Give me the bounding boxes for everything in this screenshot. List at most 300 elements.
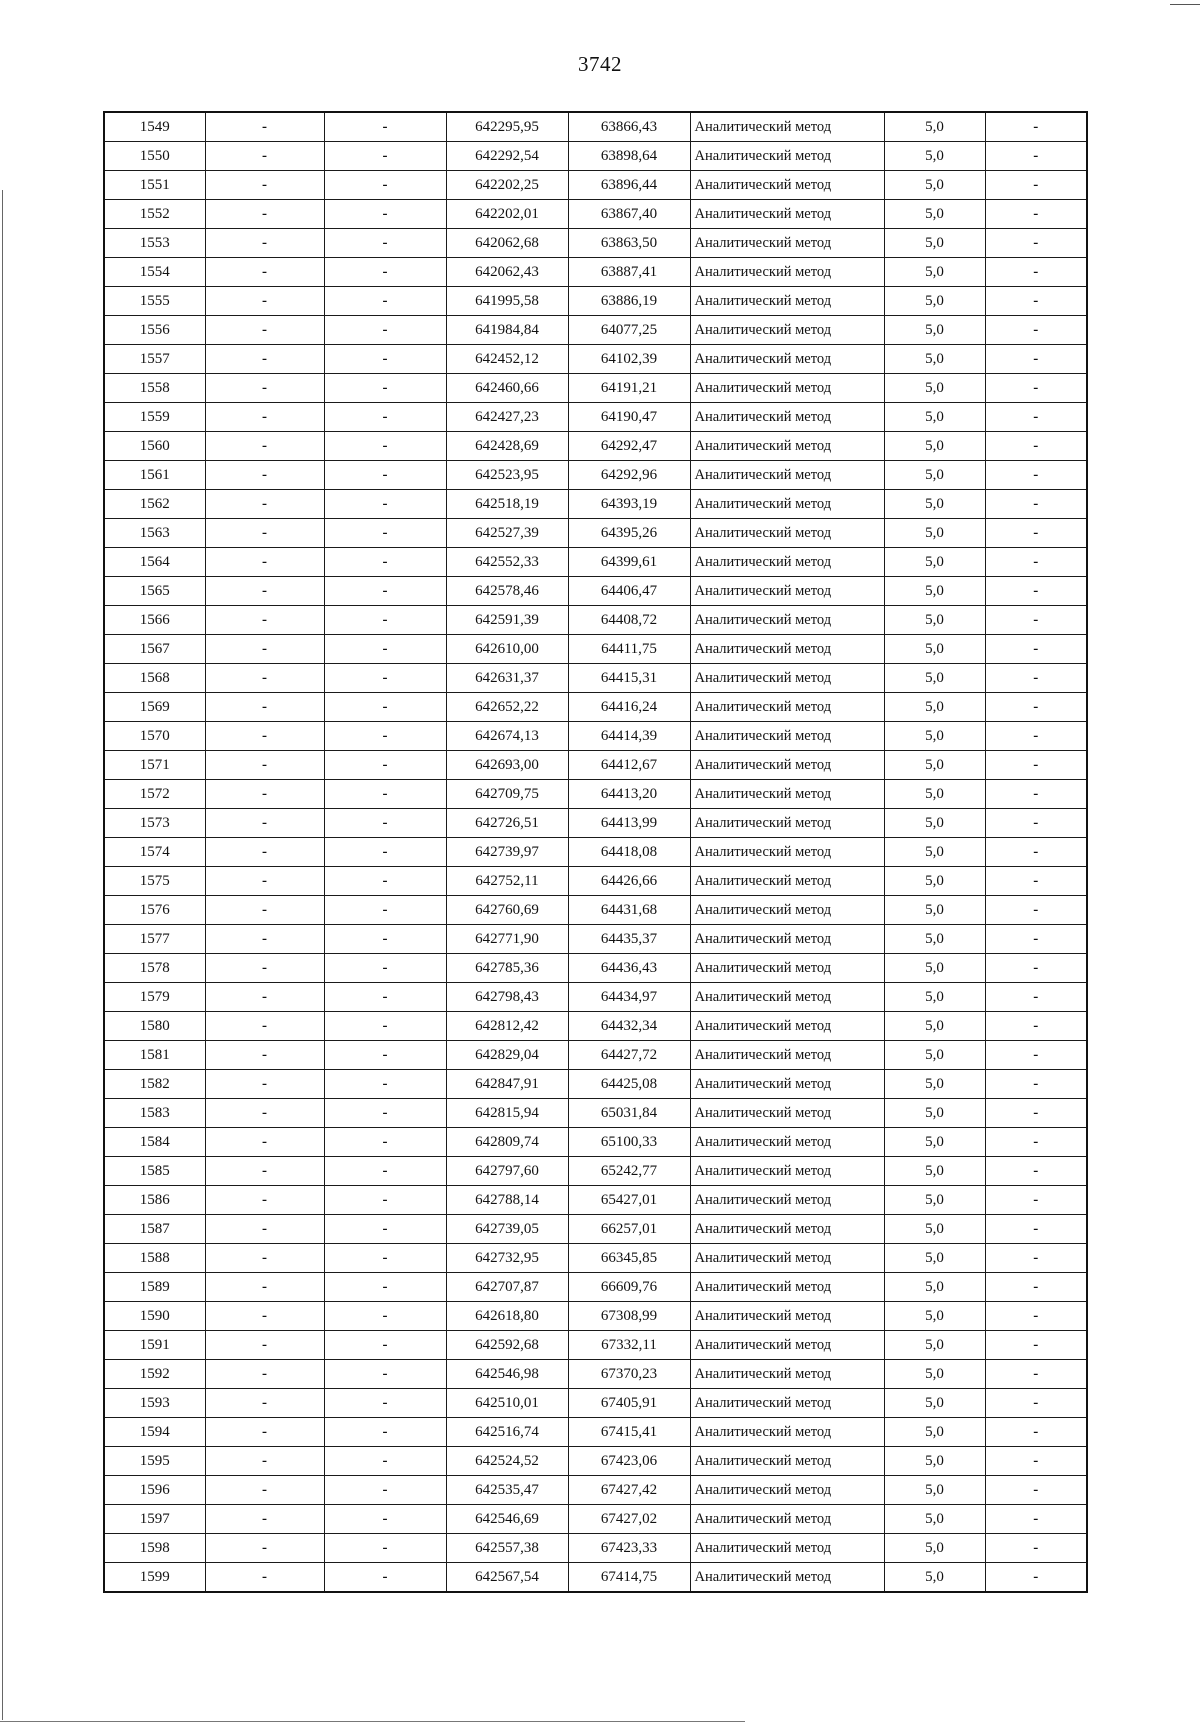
accuracy-cell: 5,0 bbox=[884, 200, 985, 229]
point-number-cell: 1562 bbox=[104, 490, 205, 519]
empty-cell: - bbox=[324, 1302, 446, 1331]
table-row bbox=[104, 1215, 1087, 1244]
x-coordinate-cell: 642809,74 bbox=[446, 1128, 568, 1157]
empty-cell: - bbox=[324, 1128, 446, 1157]
y-coordinate-cell: 67423,06 bbox=[568, 1447, 690, 1476]
empty-cell: - bbox=[205, 809, 324, 838]
x-coordinate-cell: 642202,25 bbox=[446, 171, 568, 200]
method-cell: Аналитический метод bbox=[690, 200, 884, 229]
accuracy-cell: 5,0 bbox=[884, 1505, 985, 1534]
empty-cell: - bbox=[205, 1012, 324, 1041]
table-row bbox=[104, 954, 1087, 983]
point-number-cell: 1589 bbox=[104, 1273, 205, 1302]
x-coordinate-cell: 642292,54 bbox=[446, 142, 568, 171]
y-coordinate-cell: 63898,64 bbox=[568, 142, 690, 171]
point-number-cell: 1586 bbox=[104, 1186, 205, 1215]
empty-cell: - bbox=[324, 519, 446, 548]
empty-cell: - bbox=[205, 635, 324, 664]
y-coordinate-cell: 64077,25 bbox=[568, 316, 690, 345]
method-cell: Аналитический метод bbox=[690, 1360, 884, 1389]
accuracy-cell: 5,0 bbox=[884, 635, 985, 664]
x-coordinate-cell: 642771,90 bbox=[446, 925, 568, 954]
empty-cell: - bbox=[324, 171, 446, 200]
table-row bbox=[104, 1389, 1087, 1418]
empty-cell: - bbox=[324, 345, 446, 374]
empty-cell: - bbox=[324, 1186, 446, 1215]
x-coordinate-cell: 642798,43 bbox=[446, 983, 568, 1012]
table-row bbox=[104, 606, 1087, 635]
empty-cell: - bbox=[205, 142, 324, 171]
point-number-cell: 1559 bbox=[104, 403, 205, 432]
empty-cell: - bbox=[324, 693, 446, 722]
note-cell: - bbox=[985, 1215, 1087, 1244]
scan-edge-line bbox=[2, 190, 3, 1720]
x-coordinate-cell: 642578,46 bbox=[446, 577, 568, 606]
accuracy-cell: 5,0 bbox=[884, 316, 985, 345]
table-row bbox=[104, 809, 1087, 838]
table-row bbox=[104, 780, 1087, 809]
accuracy-cell: 5,0 bbox=[884, 1447, 985, 1476]
accuracy-cell: 5,0 bbox=[884, 693, 985, 722]
table-row bbox=[104, 519, 1087, 548]
note-cell: - bbox=[985, 1447, 1087, 1476]
note-cell: - bbox=[985, 693, 1087, 722]
empty-cell: - bbox=[324, 200, 446, 229]
accuracy-cell: 5,0 bbox=[884, 461, 985, 490]
note-cell: - bbox=[985, 1157, 1087, 1186]
table-row bbox=[104, 751, 1087, 780]
y-coordinate-cell: 64425,08 bbox=[568, 1070, 690, 1099]
empty-cell: - bbox=[205, 954, 324, 983]
note-cell: - bbox=[985, 664, 1087, 693]
empty-cell: - bbox=[205, 1041, 324, 1070]
table-row bbox=[104, 1331, 1087, 1360]
table-row bbox=[104, 1360, 1087, 1389]
method-cell: Аналитический метод bbox=[690, 1186, 884, 1215]
empty-cell: - bbox=[324, 1273, 446, 1302]
point-number-cell: 1554 bbox=[104, 258, 205, 287]
x-coordinate-cell: 642693,00 bbox=[446, 751, 568, 780]
y-coordinate-cell: 63886,19 bbox=[568, 287, 690, 316]
empty-cell: - bbox=[205, 1418, 324, 1447]
point-number-cell: 1583 bbox=[104, 1099, 205, 1128]
x-coordinate-cell: 642709,75 bbox=[446, 780, 568, 809]
method-cell: Аналитический метод bbox=[690, 1273, 884, 1302]
point-number-cell: 1579 bbox=[104, 983, 205, 1012]
empty-cell: - bbox=[205, 432, 324, 461]
method-cell: Аналитический метод bbox=[690, 1476, 884, 1505]
coordinates-table bbox=[103, 111, 1088, 1593]
x-coordinate-cell: 642452,12 bbox=[446, 345, 568, 374]
point-number-cell: 1551 bbox=[104, 171, 205, 200]
empty-cell: - bbox=[324, 1563, 446, 1593]
x-coordinate-cell: 642524,52 bbox=[446, 1447, 568, 1476]
method-cell: Аналитический метод bbox=[690, 1244, 884, 1273]
point-number-cell: 1582 bbox=[104, 1070, 205, 1099]
method-cell: Аналитический метод bbox=[690, 1012, 884, 1041]
method-cell: Аналитический метод bbox=[690, 1331, 884, 1360]
empty-cell: - bbox=[324, 896, 446, 925]
note-cell: - bbox=[985, 635, 1087, 664]
note-cell: - bbox=[985, 1331, 1087, 1360]
y-coordinate-cell: 67415,41 bbox=[568, 1418, 690, 1447]
table-row bbox=[104, 838, 1087, 867]
empty-cell: - bbox=[324, 287, 446, 316]
note-cell: - bbox=[985, 722, 1087, 751]
y-coordinate-cell: 64434,97 bbox=[568, 983, 690, 1012]
accuracy-cell: 5,0 bbox=[884, 1389, 985, 1418]
y-coordinate-cell: 64432,34 bbox=[568, 1012, 690, 1041]
note-cell: - bbox=[985, 316, 1087, 345]
point-number-cell: 1591 bbox=[104, 1331, 205, 1360]
table-row bbox=[104, 1534, 1087, 1563]
y-coordinate-cell: 64411,75 bbox=[568, 635, 690, 664]
y-coordinate-cell: 67427,02 bbox=[568, 1505, 690, 1534]
x-coordinate-cell: 642815,94 bbox=[446, 1099, 568, 1128]
point-number-cell: 1566 bbox=[104, 606, 205, 635]
point-number-cell: 1555 bbox=[104, 287, 205, 316]
empty-cell: - bbox=[205, 606, 324, 635]
y-coordinate-cell: 67423,33 bbox=[568, 1534, 690, 1563]
y-coordinate-cell: 64413,99 bbox=[568, 809, 690, 838]
x-coordinate-cell: 642847,91 bbox=[446, 1070, 568, 1099]
x-coordinate-cell: 642546,69 bbox=[446, 1505, 568, 1534]
table-row bbox=[104, 200, 1087, 229]
empty-cell: - bbox=[205, 1505, 324, 1534]
scan-edge-line bbox=[0, 1721, 745, 1722]
table-row bbox=[104, 1447, 1087, 1476]
x-coordinate-cell: 642567,54 bbox=[446, 1563, 568, 1593]
method-cell: Аналитический метод bbox=[690, 1389, 884, 1418]
point-number-cell: 1556 bbox=[104, 316, 205, 345]
y-coordinate-cell: 64415,31 bbox=[568, 664, 690, 693]
x-coordinate-cell: 642428,69 bbox=[446, 432, 568, 461]
x-coordinate-cell: 642631,37 bbox=[446, 664, 568, 693]
x-coordinate-cell: 642552,33 bbox=[446, 548, 568, 577]
accuracy-cell: 5,0 bbox=[884, 229, 985, 258]
accuracy-cell: 5,0 bbox=[884, 1302, 985, 1331]
method-cell: Аналитический метод bbox=[690, 403, 884, 432]
y-coordinate-cell: 64426,66 bbox=[568, 867, 690, 896]
table-row bbox=[104, 1128, 1087, 1157]
accuracy-cell: 5,0 bbox=[884, 142, 985, 171]
empty-cell: - bbox=[324, 1215, 446, 1244]
table-row bbox=[104, 112, 1087, 142]
accuracy-cell: 5,0 bbox=[884, 432, 985, 461]
accuracy-cell: 5,0 bbox=[884, 1563, 985, 1593]
empty-cell: - bbox=[205, 1360, 324, 1389]
point-number-cell: 1567 bbox=[104, 635, 205, 664]
method-cell: Аналитический метод bbox=[690, 374, 884, 403]
note-cell: - bbox=[985, 112, 1087, 142]
method-cell: Аналитический метод bbox=[690, 1041, 884, 1070]
note-cell: - bbox=[985, 1012, 1087, 1041]
note-cell: - bbox=[985, 983, 1087, 1012]
x-coordinate-cell: 642535,47 bbox=[446, 1476, 568, 1505]
empty-cell: - bbox=[324, 577, 446, 606]
table-row bbox=[104, 345, 1087, 374]
table-row bbox=[104, 664, 1087, 693]
table-row bbox=[104, 1157, 1087, 1186]
x-coordinate-cell: 642707,87 bbox=[446, 1273, 568, 1302]
y-coordinate-cell: 64431,68 bbox=[568, 896, 690, 925]
method-cell: Аналитический метод bbox=[690, 229, 884, 258]
note-cell: - bbox=[985, 1128, 1087, 1157]
note-cell: - bbox=[985, 867, 1087, 896]
note-cell: - bbox=[985, 1418, 1087, 1447]
y-coordinate-cell: 65031,84 bbox=[568, 1099, 690, 1128]
empty-cell: - bbox=[205, 896, 324, 925]
accuracy-cell: 5,0 bbox=[884, 838, 985, 867]
accuracy-cell: 5,0 bbox=[884, 1331, 985, 1360]
x-coordinate-cell: 642546,98 bbox=[446, 1360, 568, 1389]
method-cell: Аналитический метод bbox=[690, 722, 884, 751]
method-cell: Аналитический метод bbox=[690, 490, 884, 519]
empty-cell: - bbox=[205, 1476, 324, 1505]
empty-cell: - bbox=[324, 1534, 446, 1563]
x-coordinate-cell: 642557,38 bbox=[446, 1534, 568, 1563]
point-number-cell: 1578 bbox=[104, 954, 205, 983]
method-cell: Аналитический метод bbox=[690, 1215, 884, 1244]
empty-cell: - bbox=[205, 519, 324, 548]
accuracy-cell: 5,0 bbox=[884, 722, 985, 751]
empty-cell: - bbox=[324, 432, 446, 461]
note-cell: - bbox=[985, 1505, 1087, 1534]
accuracy-cell: 5,0 bbox=[884, 1099, 985, 1128]
method-cell: Аналитический метод bbox=[690, 606, 884, 635]
y-coordinate-cell: 65427,01 bbox=[568, 1186, 690, 1215]
x-coordinate-cell: 641995,58 bbox=[446, 287, 568, 316]
table-row bbox=[104, 925, 1087, 954]
method-cell: Аналитический метод bbox=[690, 925, 884, 954]
empty-cell: - bbox=[324, 229, 446, 258]
method-cell: Аналитический метод bbox=[690, 519, 884, 548]
point-number-cell: 1575 bbox=[104, 867, 205, 896]
empty-cell: - bbox=[324, 780, 446, 809]
note-cell: - bbox=[985, 1244, 1087, 1273]
y-coordinate-cell: 67405,91 bbox=[568, 1389, 690, 1418]
x-coordinate-cell: 642460,66 bbox=[446, 374, 568, 403]
table-row bbox=[104, 722, 1087, 751]
empty-cell: - bbox=[205, 1099, 324, 1128]
empty-cell: - bbox=[205, 548, 324, 577]
table-row bbox=[104, 490, 1087, 519]
table-row bbox=[104, 403, 1087, 432]
note-cell: - bbox=[985, 200, 1087, 229]
accuracy-cell: 5,0 bbox=[884, 548, 985, 577]
empty-cell: - bbox=[324, 461, 446, 490]
accuracy-cell: 5,0 bbox=[884, 403, 985, 432]
point-number-cell: 1565 bbox=[104, 577, 205, 606]
y-coordinate-cell: 64413,20 bbox=[568, 780, 690, 809]
accuracy-cell: 5,0 bbox=[884, 1070, 985, 1099]
method-cell: Аналитический метод bbox=[690, 171, 884, 200]
empty-cell: - bbox=[205, 664, 324, 693]
table-row bbox=[104, 867, 1087, 896]
y-coordinate-cell: 64406,47 bbox=[568, 577, 690, 606]
accuracy-cell: 5,0 bbox=[884, 1157, 985, 1186]
accuracy-cell: 5,0 bbox=[884, 1360, 985, 1389]
method-cell: Аналитический метод bbox=[690, 867, 884, 896]
empty-cell: - bbox=[205, 112, 324, 142]
empty-cell: - bbox=[324, 925, 446, 954]
note-cell: - bbox=[985, 1302, 1087, 1331]
point-number-cell: 1594 bbox=[104, 1418, 205, 1447]
note-cell: - bbox=[985, 258, 1087, 287]
empty-cell: - bbox=[205, 229, 324, 258]
note-cell: - bbox=[985, 809, 1087, 838]
note-cell: - bbox=[985, 1099, 1087, 1128]
x-coordinate-cell: 642760,69 bbox=[446, 896, 568, 925]
note-cell: - bbox=[985, 1070, 1087, 1099]
accuracy-cell: 5,0 bbox=[884, 664, 985, 693]
y-coordinate-cell: 63887,41 bbox=[568, 258, 690, 287]
empty-cell: - bbox=[205, 200, 324, 229]
empty-cell: - bbox=[324, 112, 446, 142]
scan-edge-line bbox=[1170, 4, 1200, 5]
point-number-cell: 1585 bbox=[104, 1157, 205, 1186]
note-cell: - bbox=[985, 171, 1087, 200]
table-row bbox=[104, 461, 1087, 490]
note-cell: - bbox=[985, 896, 1087, 925]
method-cell: Аналитический метод bbox=[690, 1070, 884, 1099]
accuracy-cell: 5,0 bbox=[884, 1041, 985, 1070]
method-cell: Аналитический метод bbox=[690, 896, 884, 925]
x-coordinate-cell: 642592,68 bbox=[446, 1331, 568, 1360]
x-coordinate-cell: 642797,60 bbox=[446, 1157, 568, 1186]
point-number-cell: 1593 bbox=[104, 1389, 205, 1418]
note-cell: - bbox=[985, 1563, 1087, 1593]
y-coordinate-cell: 64292,96 bbox=[568, 461, 690, 490]
x-coordinate-cell: 642523,95 bbox=[446, 461, 568, 490]
empty-cell: - bbox=[324, 490, 446, 519]
empty-cell: - bbox=[205, 867, 324, 896]
point-number-cell: 1588 bbox=[104, 1244, 205, 1273]
accuracy-cell: 5,0 bbox=[884, 867, 985, 896]
empty-cell: - bbox=[205, 925, 324, 954]
note-cell: - bbox=[985, 1534, 1087, 1563]
y-coordinate-cell: 64416,24 bbox=[568, 693, 690, 722]
x-coordinate-cell: 642295,95 bbox=[446, 112, 568, 142]
note-cell: - bbox=[985, 577, 1087, 606]
empty-cell: - bbox=[205, 1186, 324, 1215]
point-number-cell: 1553 bbox=[104, 229, 205, 258]
note-cell: - bbox=[985, 519, 1087, 548]
point-number-cell: 1571 bbox=[104, 751, 205, 780]
empty-cell: - bbox=[324, 1070, 446, 1099]
empty-cell: - bbox=[205, 1302, 324, 1331]
empty-cell: - bbox=[205, 1215, 324, 1244]
x-coordinate-cell: 642812,42 bbox=[446, 1012, 568, 1041]
empty-cell: - bbox=[205, 1534, 324, 1563]
method-cell: Аналитический метод bbox=[690, 635, 884, 664]
empty-cell: - bbox=[205, 983, 324, 1012]
method-cell: Аналитический метод bbox=[690, 751, 884, 780]
method-cell: Аналитический метод bbox=[690, 809, 884, 838]
y-coordinate-cell: 67332,11 bbox=[568, 1331, 690, 1360]
point-number-cell: 1581 bbox=[104, 1041, 205, 1070]
method-cell: Аналитический метод bbox=[690, 1302, 884, 1331]
y-coordinate-cell: 63866,43 bbox=[568, 112, 690, 142]
method-cell: Аналитический метод bbox=[690, 112, 884, 142]
method-cell: Аналитический метод bbox=[690, 316, 884, 345]
accuracy-cell: 5,0 bbox=[884, 519, 985, 548]
accuracy-cell: 5,0 bbox=[884, 577, 985, 606]
y-coordinate-cell: 64292,47 bbox=[568, 432, 690, 461]
point-number-cell: 1557 bbox=[104, 345, 205, 374]
empty-cell: - bbox=[205, 1070, 324, 1099]
empty-cell: - bbox=[205, 1244, 324, 1273]
empty-cell: - bbox=[324, 1099, 446, 1128]
point-number-cell: 1564 bbox=[104, 548, 205, 577]
accuracy-cell: 5,0 bbox=[884, 374, 985, 403]
empty-cell: - bbox=[205, 1563, 324, 1593]
x-coordinate-cell: 642674,13 bbox=[446, 722, 568, 751]
x-coordinate-cell: 642739,97 bbox=[446, 838, 568, 867]
y-coordinate-cell: 66609,76 bbox=[568, 1273, 690, 1302]
accuracy-cell: 5,0 bbox=[884, 1476, 985, 1505]
y-coordinate-cell: 66345,85 bbox=[568, 1244, 690, 1273]
empty-cell: - bbox=[205, 693, 324, 722]
point-number-cell: 1597 bbox=[104, 1505, 205, 1534]
y-coordinate-cell: 64191,21 bbox=[568, 374, 690, 403]
note-cell: - bbox=[985, 345, 1087, 374]
table-row bbox=[104, 171, 1087, 200]
table-row bbox=[104, 142, 1087, 171]
empty-cell: - bbox=[324, 664, 446, 693]
empty-cell: - bbox=[324, 809, 446, 838]
accuracy-cell: 5,0 bbox=[884, 780, 985, 809]
point-number-cell: 1590 bbox=[104, 1302, 205, 1331]
empty-cell: - bbox=[324, 1157, 446, 1186]
point-number-cell: 1576 bbox=[104, 896, 205, 925]
note-cell: - bbox=[985, 1476, 1087, 1505]
empty-cell: - bbox=[324, 403, 446, 432]
x-coordinate-cell: 642610,00 bbox=[446, 635, 568, 664]
table-row bbox=[104, 693, 1087, 722]
y-coordinate-cell: 64435,37 bbox=[568, 925, 690, 954]
x-coordinate-cell: 642829,04 bbox=[446, 1041, 568, 1070]
empty-cell: - bbox=[324, 1505, 446, 1534]
x-coordinate-cell: 642591,39 bbox=[446, 606, 568, 635]
y-coordinate-cell: 63867,40 bbox=[568, 200, 690, 229]
method-cell: Аналитический метод bbox=[690, 780, 884, 809]
method-cell: Аналитический метод bbox=[690, 258, 884, 287]
empty-cell: - bbox=[324, 1041, 446, 1070]
empty-cell: - bbox=[324, 374, 446, 403]
empty-cell: - bbox=[205, 490, 324, 519]
method-cell: Аналитический метод bbox=[690, 1505, 884, 1534]
table-row bbox=[104, 374, 1087, 403]
accuracy-cell: 5,0 bbox=[884, 171, 985, 200]
accuracy-cell: 5,0 bbox=[884, 1186, 985, 1215]
y-coordinate-cell: 65242,77 bbox=[568, 1157, 690, 1186]
x-coordinate-cell: 642788,14 bbox=[446, 1186, 568, 1215]
empty-cell: - bbox=[205, 403, 324, 432]
empty-cell: - bbox=[205, 1273, 324, 1302]
point-number-cell: 1552 bbox=[104, 200, 205, 229]
method-cell: Аналитический метод bbox=[690, 1128, 884, 1157]
empty-cell: - bbox=[205, 1331, 324, 1360]
accuracy-cell: 5,0 bbox=[884, 1215, 985, 1244]
note-cell: - bbox=[985, 751, 1087, 780]
empty-cell: - bbox=[324, 1244, 446, 1273]
accuracy-cell: 5,0 bbox=[884, 1012, 985, 1041]
accuracy-cell: 5,0 bbox=[884, 490, 985, 519]
point-number-cell: 1569 bbox=[104, 693, 205, 722]
x-coordinate-cell: 642752,11 bbox=[446, 867, 568, 896]
page-number: 3742 bbox=[578, 52, 622, 76]
